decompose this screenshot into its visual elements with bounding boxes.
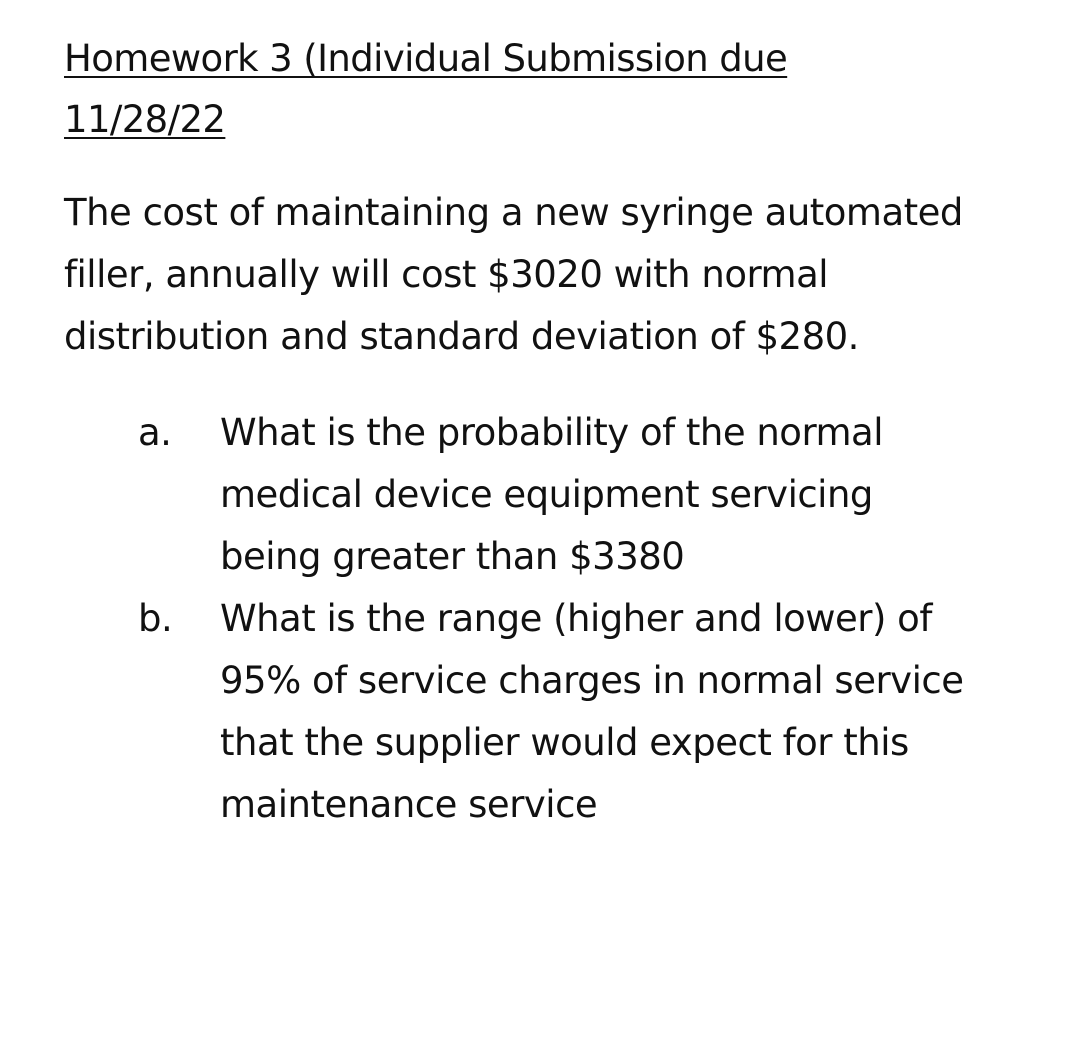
page-title [64,28,964,150]
question-list [138,402,1058,836]
question-b-text [220,588,1058,836]
question-b [138,588,1058,836]
intro-line-1: The cost of maintaining a new syringe automated [64,191,963,234]
question-a-line-3: being greater than $3380 [220,535,685,578]
question-a [138,402,1058,588]
question-b-line-1: What is the range (higher and lower) of [220,597,932,640]
title-line-2: 11/28/22 [64,98,226,141]
question-a-line-2: medical device equipment servicing [220,473,873,516]
question-b-line-2: 95% of service charges in normal service [220,659,964,702]
question-a-marker: a. [138,411,172,454]
question-a-text [220,402,1058,588]
question-b-line-4: maintenance service [220,783,598,826]
question-a-line-1: What is the probability of the normal [220,411,884,454]
intro-line-3: distribution and standard deviation of $280. [64,315,859,358]
problem-statement [64,182,1054,368]
question-b-line-3: that the supplier would expect for this [220,721,909,764]
intro-line-2: filler, annually will cost $3020 with normal [64,253,829,296]
question-b-marker: b. [138,597,173,640]
title-line-1: Homework 3 (Individual Submission due [64,37,788,80]
